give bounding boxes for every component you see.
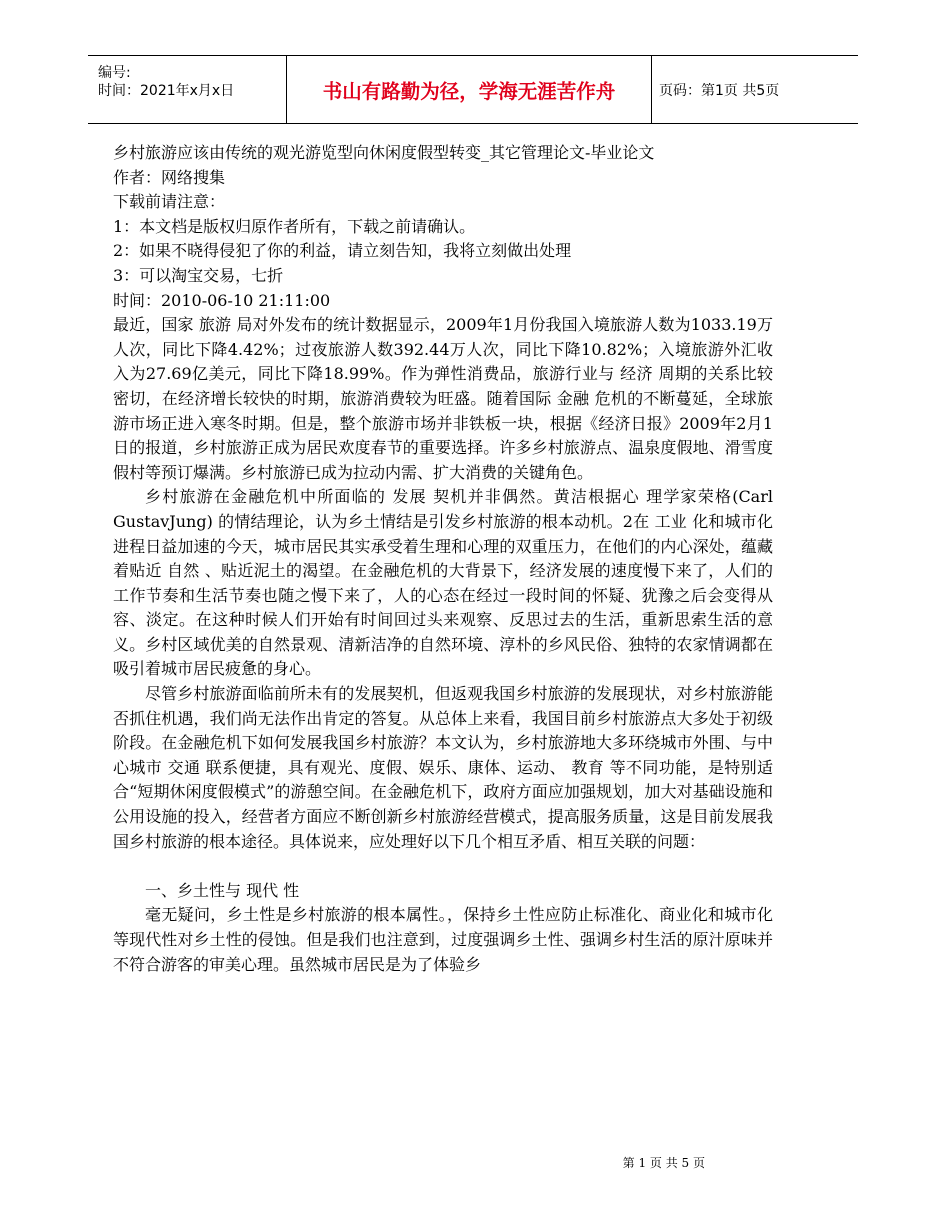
document-title: 乡村旅游应该由传统的观光游览型向休闲度假型转变_其它管理论文-毕业论文 [113, 143, 655, 162]
publish-time: 时间：2010-06-10 21:11:00 [113, 290, 331, 310]
paragraph-1: 最近，国家 旅游 局对外发布的统计数据显示，2009年1月份我国入境旅游人数为1033.19万人次，同比下降4.42%；过夜旅游人数392.44万人次，同比下降10.82%；入境旅游外汇收入为27.69亿美元，同比下降18.99%。作为弹性消费品，旅游行业与 经济 周期的关系比较密切，在经济增长较快的时期，旅游消费较为旺盛。随着国际 金融 危机的不断蔓延，全球旅游市场正进入寒冬时期。但是，整个旅游市场并非铁板一块，根据《经济日报》2009年2月1日的报道，乡村旅游正成为居民欢度春节的重要选择。许多乡村旅游点、温泉度假地、滑雪度假村等预订爆满。乡村旅游已成为拉动内需、扩大消费的关键角色。 [113, 315, 773, 482]
header-motto: 书山有路勤为径，学海无涯苦作舟 [286, 56, 652, 123]
paragraph-2: 乡村旅游在金融危机中所面临的 发展 契机并非偶然。黄洁根据心 理学家荣格(Carl GustavJung) 的情结理论，认为乡土情结是引发乡村旅游的根本动机。2在 工业 化和城市化进程日益加速的今天，城市居民其实承受着生理和心理的双重压力，在他们的内心深处，蕴藏着贴近 自然 、贴近泥土的渴望。在金融危机的大背景下，经济发展的速度慢下来了，人们的工作节奏和生活节奏也随之慢下来了，人的心态在经过一段时间的怀疑、犹豫之后会变得从容、淡定。在这种时候人们开始有时间回过头来观察、反思过去的生活，重新思索生活的意义。乡村区域优美的自然景观、清新洁净的自然环境、淳朴的乡风民俗、独特的农家情调都在吸引着城市居民疲惫的身心。 [113, 487, 773, 679]
notice-item-3: 3：可以淘宝交易，七折 [113, 265, 284, 285]
notice-item-2: 2：如果不晓得侵犯了你的利益，请立刻告知，我将立刻做出处理 [113, 241, 572, 261]
header-info [88, 56, 286, 123]
paragraph-4: 毫无疑问，乡土性是乡村旅游的根本属性。，保持乡土性应防止标准化、商业化和城市化等现代性对乡土性的侵蚀。但是我们也注意到，过度强调乡土性、强调乡村生活的原汁原味并不符合游客的审美心理。虽然城市居民是为了体验乡 [113, 905, 773, 974]
document-author: 作者：网络搜集 [113, 167, 226, 187]
notice-heading: 下载前请注意： [113, 192, 226, 212]
document-number-label: 编号: [98, 65, 131, 81]
header-page-number: 页码：第1页 共5页 [659, 82, 780, 99]
page-header [88, 55, 858, 124]
paragraph-3: 尽管乡村旅游面临前所未有的发展契机，但返观我国乡村旅游的发展现状，对乡村旅游能否抓住机遇，我们尚无法作出肯定的答复。从总体上来看，我国目前乡村旅游点大多处于初级阶段。在金融危机下如何发展我国乡村旅游？本文认为，乡村旅游地大多环绕城市外围、与中心城市 交通 联系便捷，具有观光、度假、娱乐、康体、运动、 教育 等不同功能，是特别适合“短期休闲度假模式”的游憩空间。在金融危机下，政府方面应加强规划，加大对基础设施和公用设施的投入，经营者方面应不断创新乡村旅游经营模式，提高服务质量，这是目前发展我国乡村旅游的根本途径。具体说来，应处理好以下几个相互矛盾、相互关联的问题： [113, 684, 773, 851]
section-heading-1: 一、乡土性与 现代 性 [145, 880, 300, 900]
notice-item-1: 1：本文档是版权归原作者所有，下载之前请确认。 [113, 216, 476, 236]
page-footer: 第 1 页 共 5 页 [622, 1156, 705, 1170]
spacer [113, 854, 773, 879]
document-date-label: 时间：2021年x月x日 [98, 83, 235, 99]
document-body [113, 141, 773, 977]
